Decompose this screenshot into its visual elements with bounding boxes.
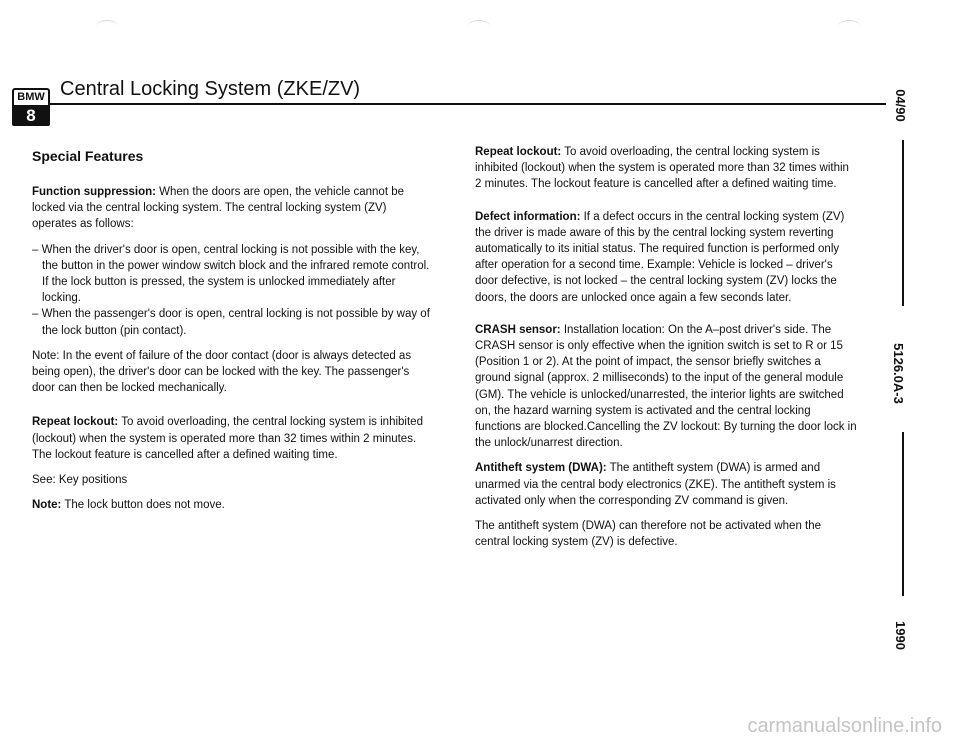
antitheft-paragraph	[475, 460, 858, 509]
watermark: carmanualsonline.info	[747, 715, 942, 737]
function-suppression-label: Function suppression:	[32, 186, 156, 198]
crash-sensor-label: CRASH sensor:	[475, 323, 561, 336]
left-column	[32, 184, 430, 522]
defect-information-paragraph	[475, 209, 858, 306]
repeat-lockout-label: Repeat lockout:	[32, 416, 119, 429]
defect-information-label: Defect information:	[475, 210, 581, 223]
punch-mark	[96, 20, 118, 33]
logo-text: BMW	[12, 88, 50, 105]
list-item: – When the driver's door is open, central locking is not possible with the key, the button in the power window switch block and the infrared remote control. If the lock button is pressed, the system is unlocked immediately after locking.	[32, 243, 430, 305]
repeat-lockout-paragraph	[475, 144, 858, 193]
note-paragraph	[32, 497, 430, 513]
defect-information-text: If a defect occurs in the central locking system (ZV) the driver is made aware of this by the central locking system reverting automatically to its initial status. The required function is performed only after operation for a second time. Example: Vehicle is locked – driver's door defective, is not locked – the central locking system (ZV) locks the doors, the doors are unlocked once again a few seconds later.	[475, 210, 845, 304]
margin-line	[902, 140, 904, 306]
bmw-logo	[12, 88, 50, 126]
antitheft-label: Antitheft system (DWA):	[475, 462, 607, 475]
header-rule	[50, 103, 886, 105]
date-code: 04/90	[892, 89, 908, 122]
see-reference: See: Key positions	[32, 474, 128, 487]
repeat-lockout-text: To avoid overloading, the central locking system is inhibited (lockout) when the system is operated more than 32 times within 2 minutes. The lockout feature is cancelled after a defined waiting time.	[32, 416, 423, 461]
margin-line	[902, 432, 904, 596]
antitheft-followup-paragraph: The antitheft system (DWA) can therefore not be activated when the central locking system (ZV) is defective.	[475, 520, 822, 549]
crash-sensor-text: Installation location: On the A–post driver's side. The CRASH sensor is only effective when the ignition switch is set to R or 15 (Position 1 or 2). At the point of impact, the sensor briefly switches a ground signal (approx. 2 milliseconds) to the input of the general module (GM). The vehicle is unlocked/unarrested, the interior lights are switched on, the hazard warning system is activated and the central locking functions are blocked.Cancelling the ZV lockout: By turning the door lock in the unlock/unarrest direction.	[475, 323, 857, 450]
document-number: 5126.0A-3	[890, 343, 906, 404]
section-title: Special Features	[32, 148, 144, 164]
page-title: Central Locking System (ZKE/ZV)	[60, 78, 361, 100]
function-suppression-paragraph	[32, 184, 430, 233]
note-label: Note:	[32, 499, 62, 512]
punch-mark	[468, 20, 490, 33]
logo-number: 8	[12, 105, 50, 126]
note-paragraph: Note: In the event of failure of the door contact (door is always detected as being open), the driver's door can be locked with the key. The passenger's door can then be locked mechanically.	[32, 349, 412, 395]
repeat-lockout-label: Repeat lockout:	[475, 146, 562, 158]
repeat-lockout-text: To avoid overloading, the central locking system is inhibited (lockout) when the system is operated more than 32 times within 2 minutes. The lockout feature is cancelled after a defined waiting time.	[475, 146, 849, 191]
list-item: – When the passenger's door is open, central locking is not possible by way of the lock button (pin contact).	[32, 308, 430, 337]
right-column	[475, 144, 858, 559]
note-text: The lock button does not move.	[61, 499, 225, 512]
antitheft-text: The antitheft system (DWA) is armed and unarmed via the central body electronics (ZKE). The antitheft system is activated only when the corresponding ZV command is given.	[475, 462, 836, 507]
repeat-lockout-paragraph	[32, 414, 430, 463]
year-code: 1990	[892, 621, 908, 650]
punch-mark	[838, 20, 860, 33]
function-suppression-text: When the doors are open, the vehicle cannot be locked via the central locking system. The central locking system (ZV) operates as follows:	[32, 186, 405, 231]
crash-sensor-paragraph	[475, 322, 858, 452]
condition-list	[32, 242, 430, 339]
